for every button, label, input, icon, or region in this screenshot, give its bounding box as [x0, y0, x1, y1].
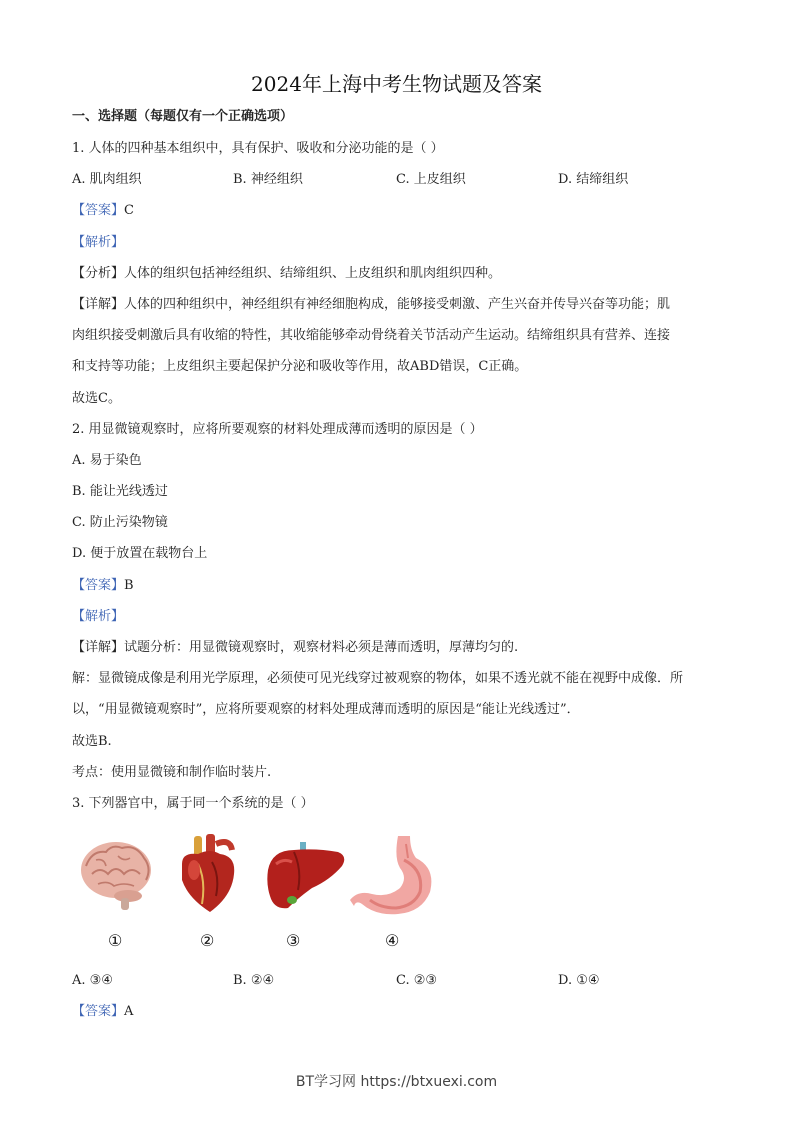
- page-title: 2024年上海中考生物试题及答案: [251, 72, 542, 96]
- xiangjie-tag: 【详解】: [72, 297, 125, 312]
- question-2-kaodian: 考点：使用显微镜和制作临时装片.: [72, 765, 272, 780]
- answer-value: C: [124, 203, 134, 218]
- heart-icon: [176, 834, 240, 916]
- answer-tag: 【答案】: [72, 578, 125, 593]
- question-1-answer: [72, 202, 134, 220]
- answer-tag: 【答案】: [72, 1004, 125, 1019]
- question-1-analysis-tag: 【解析】: [72, 235, 125, 250]
- question-2-option-b: B. 能让光线透过: [72, 484, 168, 499]
- question-2-answer: [72, 577, 134, 595]
- stomach-icon: [350, 834, 438, 918]
- question-1-option-d: D. 结缔组织: [558, 172, 629, 187]
- organ-number-2: ②: [200, 931, 215, 950]
- section-heading: 一、选择题（每题仅有一个正确选项）: [72, 109, 294, 124]
- question-3-stem: 3. 下列器官中，属于同一个系统的是（ ）: [72, 796, 314, 811]
- question-1-stem: 1. 人体的四种基本组织中，具有保护、吸收和分泌功能的是（ ）: [72, 141, 444, 156]
- question-3-answer: [72, 1003, 133, 1021]
- fenxi-tag: 【分析】: [72, 266, 125, 281]
- organ-number-3: ③: [286, 931, 301, 950]
- answer-value: A: [124, 1004, 134, 1019]
- question-3-option-a: A. ③④: [72, 973, 113, 988]
- question-2-option-d: D. 便于放置在载物台上: [72, 546, 208, 561]
- xiangjie-tag: 【详解】: [72, 640, 125, 655]
- question-2-stem: 2. 用显微镜观察时，应将所要观察的材料处理成薄而透明的原因是（ ）: [72, 422, 483, 437]
- answer-tag: 【答案】: [72, 203, 125, 218]
- question-2-analysis-tag: 【解析】: [72, 609, 125, 624]
- question-1-xiangjie-line-3: 和支持等功能；上皮组织主要起保护分泌和吸收等作用，故ABD错误，C正确。: [72, 359, 528, 374]
- xiangjie-text: 试题分析：用显微镜观察时，观察材料必须是薄而透明，厚薄均匀的.: [124, 640, 519, 655]
- question-1-option-c: C. 上皮组织: [396, 172, 466, 187]
- question-1-conclusion: 故选C。: [72, 391, 121, 406]
- answer-value: B: [124, 578, 134, 593]
- question-3-option-b: B. ②④: [233, 973, 275, 988]
- xiangjie-text: 人体的四种组织中，神经组织有神经细胞构成，能够接受刺激、产生兴奋并传导兴奋等功能；肌: [124, 297, 671, 312]
- question-1-fenxi: [72, 265, 501, 283]
- site-footer: BT学习网 https://btxuexi.com: [295, 1074, 498, 1090]
- question-1-option-a: A. 肌肉组织: [72, 172, 142, 187]
- brain-icon: [78, 836, 154, 914]
- question-2-conclusion: 故选B.: [72, 734, 112, 749]
- question-2-jie-line-1: 解：显微镜成像是利用光学原理，必须使可见光线穿过被观察的物体，如果不透光就不能在视野中成像．所: [72, 671, 684, 686]
- liver-icon: [264, 840, 348, 914]
- question-1-xiangjie-line-1: [72, 296, 670, 314]
- organ-number-4: ④: [385, 931, 400, 950]
- question-2-option-a: A. 易于染色: [72, 453, 142, 468]
- fenxi-text: 人体的组织包括神经组织、结缔组织、上皮组织和肌肉组织四种。: [124, 266, 502, 281]
- question-3-option-c: C. ②③: [396, 973, 438, 988]
- question-2-option-c: C. 防止污染物镜: [72, 515, 168, 530]
- question-1-option-b: B. 神经组织: [233, 172, 303, 187]
- question-2-jie-line-2: 以，“用显微镜观察时”，应将所要观察的材料处理成薄而透明的原因是“能让光线透过”．: [72, 702, 580, 717]
- question-1-xiangjie-line-2: 肉组织接受刺激后具有收缩的特性，其收缩能够牵动骨绕着关节活动产生运动。结缔组织具有营养、连接: [72, 328, 671, 343]
- question-3-option-d: D. ①④: [558, 973, 600, 988]
- organ-number-1: ①: [108, 931, 123, 950]
- question-2-xiangjie: [72, 639, 518, 657]
